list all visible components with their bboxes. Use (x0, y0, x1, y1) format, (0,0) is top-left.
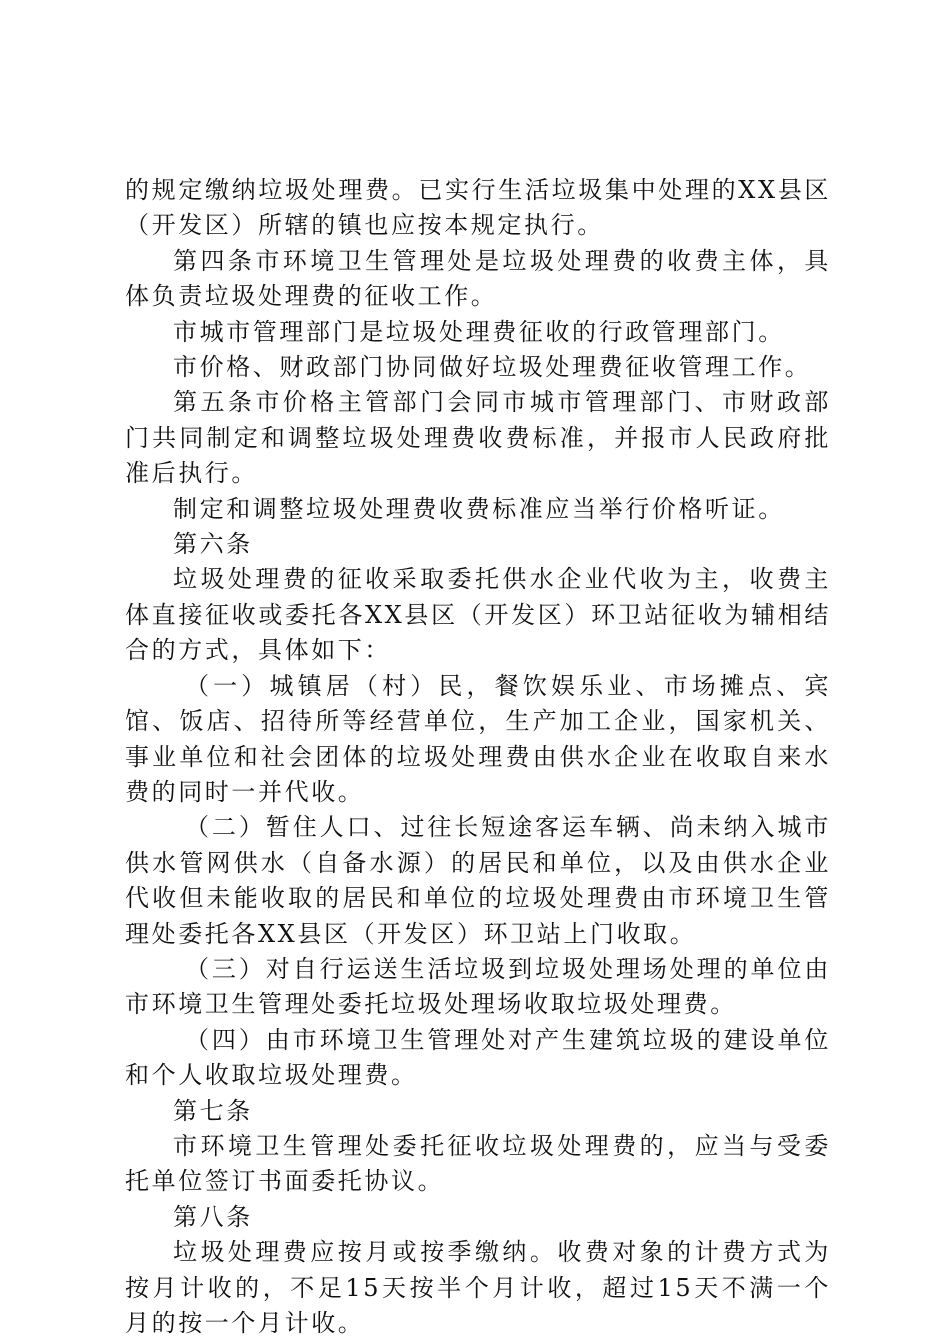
paragraph: 制定和调整垃圾处理费收费标准应当举行价格听证。 (173, 494, 785, 523)
paragraph: 市环境卫生管理处委托征收垃圾处理费的，应当与受委托单位签订书面委托协议。 (125, 1131, 831, 1196)
paragraph: 市城市管理部门是垃圾处理费征收的行政管理部门。 (173, 317, 785, 346)
paragraph: 第五条市价格主管部门会同市城市管理部门、市财政部门共同制定和调整垃圾处理费收费标准，并报市人民政府批准后执行。 (125, 388, 831, 488)
paragraph: 第四条市环境卫生管理处是垃圾处理费的收费主体，具体负责垃圾处理费的征收工作。 (125, 246, 831, 311)
list-item: （一）城镇居（村）民，餐饮娱乐业、市场摊点、宾馆、饭店、招待所等经营单位，生产加工企业，国家机关、事业单位和社会团体的垃圾处理费由供水企业在收取自来水费的同时一并代收。 (125, 671, 831, 806)
section-heading: 第六条 (173, 530, 253, 559)
paragraph: 垃圾处理费的征收采取委托供水企业代收为主，收费主体直接征收或委托各XX县区（开发区）环卫站征收为辅相结合的方式，具体如下： (125, 565, 831, 665)
paragraph: 垃圾处理费应按月或按季缴纳。收费对象的计费方式为按月计收的，不足15天按半个月计收，超过15天不满一个月的按一个月计收。 (125, 1238, 831, 1337)
section-heading: 第七条 (173, 1096, 253, 1125)
section-heading: 第八条 (173, 1202, 253, 1231)
list-item: （二）暂住人口、过往长短途客运车辆、尚未纳入城市供水管网供水（自备水源）的居民和单位，以及由供水企业代收但未能收取的居民和单位的垃圾处理费由市环境卫生管理处委托各XX县区（开发区）环卫站上门收取。 (125, 813, 831, 948)
paragraph: 的规定缴纳垃圾处理费。已实行生活垃圾集中处理的XX县区（开发区）所辖的镇也应按本规定执行。 (125, 176, 831, 240)
document-body (125, 173, 831, 1341)
list-item: （三）对自行运送生活垃圾到垃圾处理场处理的单位由市环境卫生管理处委托垃圾处理场收取垃圾处理费。 (125, 954, 831, 1019)
list-item: （四）由市环境卫生管理处对产生建筑垃圾的建设单位和个人收取垃圾处理费。 (125, 1025, 831, 1090)
paragraph: 市价格、财政部门协同做好垃圾处理费征收管理工作。 (173, 353, 812, 382)
